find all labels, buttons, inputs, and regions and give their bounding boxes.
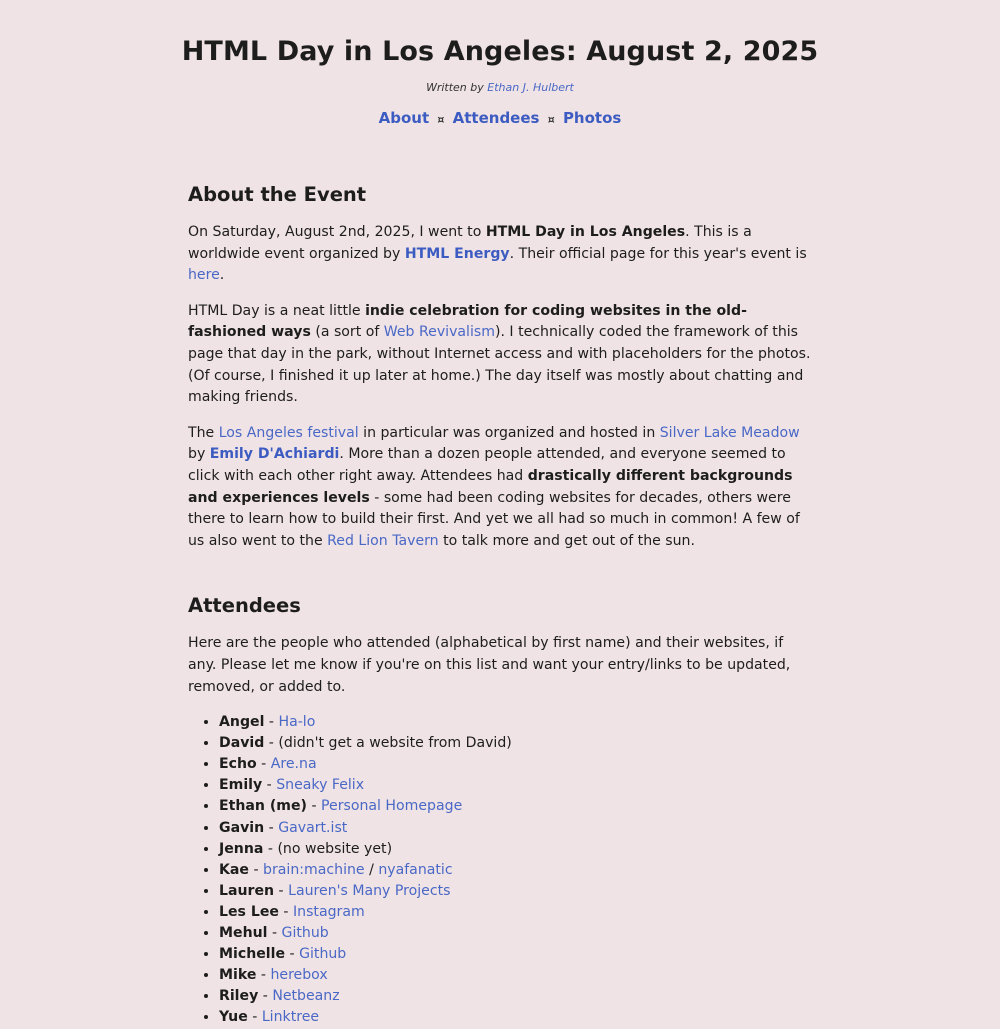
dash-separator: - xyxy=(306,798,322,815)
dash-separator: - xyxy=(285,946,300,963)
list-item xyxy=(219,986,812,1007)
attendee-website-link[interactable]: Linktree xyxy=(261,1009,320,1026)
attendee-name: Mike xyxy=(219,967,257,984)
attendee-website-link[interactable]: herebox xyxy=(270,967,328,984)
text: (a sort of xyxy=(310,324,384,341)
attendee-website-link[interactable]: Netbeanz xyxy=(272,988,340,1005)
attendees-heading: Attendees xyxy=(188,594,301,618)
dash-separator: - xyxy=(262,777,277,794)
bold-text: drastically different backgrounds and experiences levels xyxy=(188,467,793,506)
attendee-website-link[interactable]: Lauren's Many Projects xyxy=(288,882,451,899)
attendee-name: Mehul xyxy=(219,925,268,942)
emily-link[interactable]: Emily D'Achiardi xyxy=(209,446,340,463)
page-title: HTML Day in Los Angeles: August 2, 2025 xyxy=(181,36,819,67)
about-paragraph-3 xyxy=(188,423,812,553)
dash-separator: - xyxy=(264,819,279,836)
list-item xyxy=(219,775,812,796)
official-page-link[interactable]: here xyxy=(188,267,220,284)
dash-separator: - xyxy=(258,988,273,1005)
web-revivalism-link[interactable]: Web Revivalism xyxy=(383,324,495,341)
text: to talk more and get out of the sun. xyxy=(438,532,695,549)
attendee-name: Jenna xyxy=(219,840,264,857)
about-section xyxy=(188,183,812,552)
text: ). I technically coded the framework of this page that day in the park, without Internet access and with placeholders for the photos. (Of course, I finished it up later at home.) The day itself was mostly about chatting and making friends. xyxy=(188,324,811,406)
attendee-name: Emily xyxy=(219,777,263,794)
la-festival-link[interactable]: Los Angeles festival xyxy=(218,424,359,441)
dash-separator: - xyxy=(274,882,289,899)
list-item xyxy=(219,1007,812,1028)
attendee-name: Michelle xyxy=(219,946,286,963)
nav-separator: ¤ xyxy=(437,113,445,126)
attendee-website-link[interactable]: nyafanatic xyxy=(378,861,453,878)
text: - some had been coding websites for decades, others were there to learn how to build their first. And yet we all had so much in common! A few of us also went to the xyxy=(188,489,800,549)
dash-separator: - xyxy=(263,840,278,857)
main-content xyxy=(188,127,812,1029)
author-link[interactable]: Ethan J. Hulbert xyxy=(487,81,574,94)
byline-label: Written by xyxy=(426,81,484,94)
text: in particular was organized and hosted in xyxy=(358,424,660,441)
dash-separator: - xyxy=(278,903,293,920)
attendee-note: (no website yet) xyxy=(277,840,393,857)
top-nav xyxy=(0,109,1000,127)
dash-separator: - xyxy=(247,1009,262,1026)
attendee-website-link[interactable]: Gavart.ist xyxy=(278,819,348,836)
about-paragraph-2 xyxy=(188,301,812,409)
list-item xyxy=(219,965,812,986)
attendee-name: Les Lee xyxy=(219,903,279,920)
nav-separator: ¤ xyxy=(547,113,555,126)
attendee-website-link[interactable]: Are.na xyxy=(270,756,317,773)
text: by xyxy=(188,446,210,463)
attendees-intro: Here are the people who attended (alphabetical by first name) and their websites, if any. Please let me know if you're on this list and want your entry/links to be updated, removed, or added to. xyxy=(188,635,791,695)
list-item xyxy=(219,839,812,860)
page-header xyxy=(0,0,1000,127)
about-heading: About the Event xyxy=(188,183,367,206)
slash-separator: / xyxy=(364,861,379,878)
attendee-website-link[interactable]: Github xyxy=(281,925,329,942)
list-item xyxy=(219,818,812,839)
text: . This is a worldwide event organized by xyxy=(188,224,752,262)
attendee-website-link[interactable]: Instagram xyxy=(292,903,365,920)
attendee-website-link[interactable]: Github xyxy=(299,946,347,963)
attendee-website-link[interactable]: brain:machine xyxy=(263,861,365,878)
attendee-name: Angel xyxy=(219,714,265,731)
attendee-note: (didn't get a website from David) xyxy=(278,735,512,752)
list-item xyxy=(219,923,812,944)
nav-attendees-link[interactable]: Attendees xyxy=(452,109,540,127)
bold-text: HTML Day in Los Angeles xyxy=(485,224,686,240)
dash-separator: - xyxy=(256,967,271,984)
dash-separator: - xyxy=(264,714,279,731)
dash-separator: - xyxy=(264,735,279,752)
list-item xyxy=(219,733,812,754)
nav-photos-link[interactable]: Photos xyxy=(562,109,622,127)
list-item xyxy=(219,860,812,881)
about-paragraph-1 xyxy=(188,222,812,287)
text: On Saturday, August 2nd, 2025, I went to xyxy=(188,224,486,240)
list-item xyxy=(219,796,812,817)
attendee-name: David xyxy=(219,735,265,752)
red-lion-tavern-link[interactable]: Red Lion Tavern xyxy=(327,532,439,549)
attendee-website-link[interactable]: Sneaky Felix xyxy=(276,777,365,794)
attendee-name: Kae xyxy=(219,861,249,878)
attendee-name: Lauren xyxy=(219,882,275,899)
attendee-name: Riley xyxy=(219,988,259,1005)
dash-separator: - xyxy=(256,756,271,773)
dash-separator: - xyxy=(249,861,264,878)
list-item xyxy=(219,712,812,733)
list-item xyxy=(219,881,812,902)
attendee-list xyxy=(188,712,812,1028)
list-item xyxy=(219,944,812,965)
attendee-name: Gavin xyxy=(219,819,265,836)
html-energy-link[interactable]: HTML Energy xyxy=(404,245,510,262)
bold-text: indie celebration for coding websites in the old-fashioned ways xyxy=(188,302,747,341)
dash-separator: - xyxy=(267,925,282,942)
nav-about-link[interactable]: About xyxy=(378,109,430,127)
text: . More than a dozen people attended, and everyone seemed to click with each other right away. Attendees had xyxy=(188,446,786,484)
byline xyxy=(0,81,1000,94)
list-item xyxy=(219,902,812,923)
text: The xyxy=(188,424,219,441)
attendees-section xyxy=(188,594,812,1028)
attendee-name: Ethan (me) xyxy=(219,798,307,815)
attendee-name: Yue xyxy=(219,1009,248,1026)
silver-lake-meadow-link[interactable]: Silver Lake Meadow xyxy=(659,424,800,441)
attendee-website-link[interactable]: Personal Homepage xyxy=(321,798,463,815)
text: HTML Day is a neat little xyxy=(188,302,366,319)
list-item xyxy=(219,754,812,775)
text: . xyxy=(219,267,225,284)
attendee-name: Echo xyxy=(219,756,257,773)
attendee-website-link[interactable]: Ha-lo xyxy=(278,714,316,731)
text: . Their official page for this year's event is xyxy=(509,245,807,262)
